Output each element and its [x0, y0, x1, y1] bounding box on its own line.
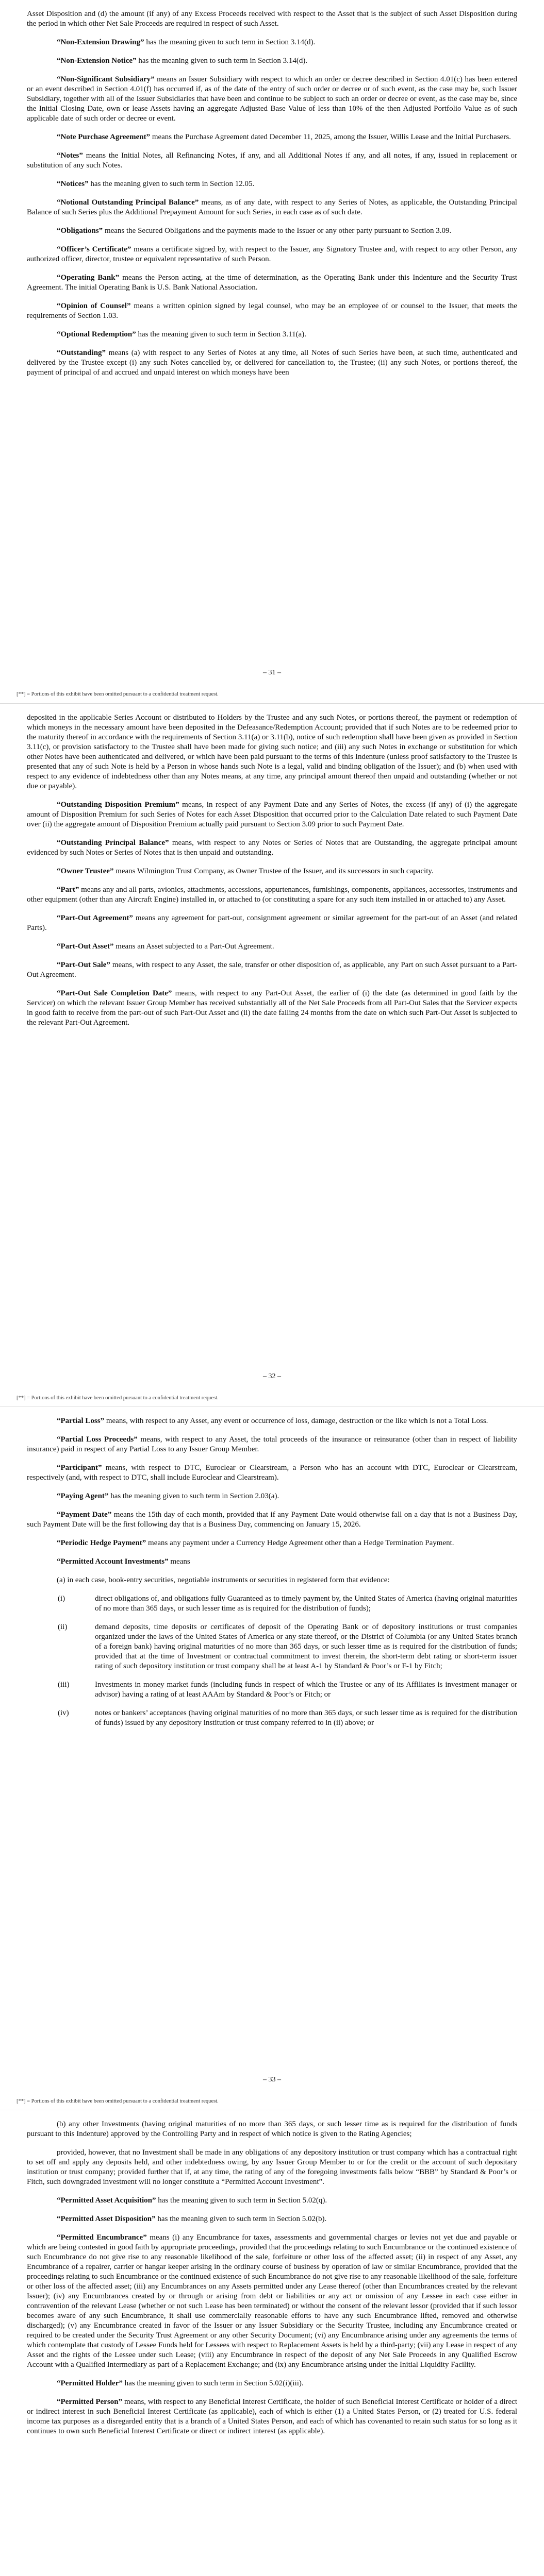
definition: “Payment Date” means the 15th day of each month, provided that if any Payment Date would otherwise fall on a day that is not a Business Day, such Payment Date will be the first following day that is a Business Day, commencing on January 15, 2026. — [27, 1511, 518, 1529]
page-number: – 31 – — [263, 669, 281, 676]
page-body — [27, 1416, 517, 1737]
definition: “Partial Loss” means, with respect to any Asset, any event or occurrence of loss, damage, destruction or the like which is not a Total Loss. — [57, 1417, 488, 1425]
definition: “Permitted Asset Disposition” has the meaning given to such term in Section 5.02(b). — [57, 2215, 327, 2223]
document-page — [0, 0, 544, 703]
definition: “Outstanding” means (a) with respect to any Series of Notes at any time, all Notes of such Series have been, at such time, authenticated and delivered by the Trustee except (i) any such Notes cancelled by, or delivered for cancellation to, the Trustee; (ii) any such Notes, or portions thereof, the payment of principal of and accrued and unpaid interest on which moneys have been — [27, 349, 517, 377]
paragraph: Asset Disposition and (d) the amount (if any) of any Excess Proceeds received with respect to the Asset that is the subject of such Asset Disposition during the period in which other Net Sale Proceeds are required in respect of such Asset. — [27, 10, 517, 28]
item-label: (iii) — [58, 1681, 70, 1689]
item-text: demand deposits, time deposits or certificates of deposit of the Operating Bank or of depository institutions or trust companies organized under the laws of the United States of America or any state thereof, or the District of Columbia (or any United States branch of a foreign bank) having original maturities of no more than 365 days, or such lesser time as is required for the distribution of funds; provided that at the time of Investment or contractual commitment to invest therein, the short-term debt rating or short-term issuer rating of such depository institution or trust company shall be at least A-1 by Standard & Poor’s or F-1 by Fitch; — [95, 1623, 517, 1670]
definition: “Outstanding Principal Balance” means, with respect to any Notes or Series of Notes that are Outstanding, the aggregate principal amount evidenced by such Notes or Series of Notes that is then unpaid and outstanding. — [27, 839, 518, 857]
definition: “Part-Out Sale Completion Date” means, with respect to any Part-Out Asset, the earlier of (i) the date (as determined in good faith by the Servicer) on which the relevant Issuer Group Member has received substantially all of the Net Sale Proceeds from all Part-Out Sales that the Servicer expects in good faith to receive from the part-out of such Part-Out Asset and (ii) the date falling 24 months from the date on which such Part-Out Asset is subjected to the relevant Part-Out Agreement. — [27, 989, 517, 1027]
definition: “Part-Out Asset” means an Asset subjected to a Part-Out Agreement. — [57, 942, 274, 951]
definition: “Notes” means the Initial Notes, all Refinancing Notes, if any, and all Additional Notes if any, and all notes, if any, issued in replacement or substitution of any such Notes. — [27, 151, 517, 170]
definition: “Permitted Asset Acquisition” has the meaning given to such term in Section 5.02(q). — [57, 2196, 327, 2205]
document-page — [0, 703, 544, 1407]
paragraph: deposited in the applicable Series Account or distributed to Holders by the Trustee and any such Notes, or portions thereof, the payment or redemption of which moneys in the necessary amount have been deposited in the Defeasance/Redemption Account; provided that if such Notes are to be redeemed prior to the maturity thereof in accordance with the requirements of Section 3.11(a) or 3.11(b), notice of such redemption shall have been given as provided in Section 3.11(c), or provision satisfactory to the Trustee shall have been made for giving such notice; and (iii) any such Notes in exchange or substitution for which other Notes have been authenticated and delivered, or which have been paid pursuant to the terms of this Indenture (unless proof satisfactory to the Trustee is presented that any of such Note is held by a Person in whose hands such Note is a legal, valid and binding obligation of the Issuer); and (b) when used with respect to any evidence of indebtedness other than any Notes means, at any time, any principal amount thereof then unpaid and outstanding (whether or not due or payable). — [27, 714, 517, 790]
definition: “Owner Trustee” means Wilmington Trust Company, as Owner Trustee of the Issuer, and its successors in such capacity. — [57, 867, 434, 875]
definition: “Permitted Encumbrance” means (i) any Encumbrance for taxes, assessments and governmental charges or levies not yet due and payable or which are being contested in good faith by appropriate proceedings, provided that the proceedings relating to such Encumbrance or the continued existence of such Encumbrance do not give rise to any reasonable likelihood of the sale, forfeiture or other loss of the affected asset; (ii) in respect of any Asset, any Encumbrance of a repairer, carrier or hangar keeper arising in the ordinary course of business by operation of law or similar Encumbrance, provided that the proceedings relating to such Encumbrance or the continued existence of such Encumbrance do not give rise to any reasonable likelihood of the sale, forfeiture or other loss of the affected asset; (iii) any Encumbrances on any Assets permitted under any Lease thereof (other than Encumbrances created by the relevant Issuer); (iv) any Encumbrances created by or through or arising from debt or liabilities or any act or omission of any Lessee in each case either in contravention of the relevant Lease (whether or not such Lease has been terminated) or without the consent of the relevant lessor (provided that if such lessor becomes aware of any such Encumbrance, it shall use commercially reasonable efforts to have any such Encumbrance lifted, removed and otherwise discharged); (v) any Encumbrance created in favor of the Issuer or any Issuer Subsidiary or the Security Trustee, including any Encumbrance created or required to be created under the Security Trust Agreement or any other Security Document; (vi) any Encumbrance arising under any agreements the terms of which contemplate that custody of Lessee Funds held for Lessees with respect to Replacement Assets is held by a third-party; (vii) any Lease in respect of any Asset and the rights of the Lessee under such Lease; (viii) any Encumbrance in respect of the deposit of any Net Sale Proceeds in any Qualified Escrow Account with a Qualified Intermediary as part of a Replacement Exchange; and (ix) any Encumbrance arising under the Initial Liquidity Facility. — [27, 2233, 517, 2369]
page-footer — [0, 669, 544, 697]
confidential-notice: [**] = Portions of this exhibit have been omitted pursuant to a confidential treatment request. — [17, 2098, 219, 2104]
list-item — [58, 1708, 517, 1728]
definition: “Obligations” means the Secured Obligations and the payments made to the Issuer or any other party pursuant to Section 3.09. — [57, 227, 452, 235]
item-label: (iv) — [58, 1709, 69, 1717]
list-item — [58, 1594, 517, 1614]
definition: “Paying Agent” has the meaning given to such term in Section 2.03(a). — [57, 1492, 279, 1500]
list-item — [58, 1680, 517, 1700]
page-footer — [0, 2076, 544, 2104]
confidential-notice: [**] = Portions of this exhibit have been omitted pursuant to a confidential treatment request. — [17, 691, 219, 697]
definition: “Notices” has the meaning given to such term in Section 12.05. — [57, 180, 255, 188]
page-body — [27, 2120, 517, 2445]
definition: “Non-Significant Subsidiary” means an Issuer Subsidiary with respect to which an order or decree described in Section 4.01(c) has been entered or an event described in Section 4.01(f) has occurred if, as of the date of the entry of such order or decree or of such event, as the case may be, such Issuer Subsidiary, together with all of the Issuer Subsidiaries that have been and continue to be subject to such an order or decree or event, as the case may be, since the Initial Closing Date, own or lease Assets having an aggregate Adjusted Base Value of less than 10% of the then Adjusted Portfolio Value as of such applicable date of such order or decree or event. — [27, 75, 518, 123]
definition: “Non-Extension Notice” has the meaning given to such term in Section 3.14(d). — [57, 57, 308, 65]
list-item — [58, 1622, 517, 1671]
document-page — [0, 1406, 544, 2110]
definition: “Permitted Person” means, with respect to any Beneficial Interest Certificate, the holder of such Beneficial Interest Certificate or holder of a direct or indirect interest in such Beneficial Interest Certificate (as applicable), each of which is either (1) a United States Person, or (2) treated for U.S. federal income tax purposes as a disregarded entity that is a branch of a United States Person, and each of which has covenanted to retain such status for so long as it continues to own such Beneficial Interest Certificate or direct or indirect interest (as applicable). — [27, 2398, 517, 2435]
definition: “Note Purchase Agreement” means the Purchase Agreement dated December 11, 2025, among the Issuer, Willis Lease and the Initial Purchasers. — [57, 133, 511, 141]
page-body — [27, 713, 517, 1037]
definition: “Non-Extension Drawing” has the meaning given to such term in Section 3.14(d). — [57, 38, 316, 46]
page-number: – 33 – — [263, 2076, 281, 2083]
item-text: notes or bankers’ acceptances (having original maturities of no more than 365 days, or such lesser time as is required for the distribution of funds) issued by any depository institution or trust company referred to in (ii) above; or — [95, 1709, 517, 1727]
definition: “Optional Redemption” has the meaning given to such term in Section 3.11(a). — [57, 330, 306, 338]
definition: “Part-Out Agreement” means any agreement for part-out, consignment agreement or similar agreement for the part-out of an Asset (and related Parts). — [27, 914, 517, 932]
definition: “Part” means any and all parts, avionics, attachments, accessions, appurtenances, furnishings, components, appliances, accessories, instruments and other equipment (other than any Aircraft Engine) installed in, or attached to (or constituting a spare for any such item installed in or attached to) any Asset. — [27, 886, 517, 904]
page-number: – 32 – — [263, 1372, 281, 1380]
item-text: Investments in money market funds (including funds in respect of which the Trustee or any of its Affiliates is investment manager or advisor) having a rating of at least AAAm by Standard & Poor’s or Fitch; or — [95, 1681, 517, 1699]
definition: “Operating Bank” means the Person acting, at the time of determination, as the Operating Bank under this Indenture and the Security Trust Agreement. The initial Operating Bank is U.S. Bank National Association. — [27, 274, 517, 292]
page-footer — [0, 1372, 544, 1401]
definition: “Part-Out Sale” means, with respect to any Asset, the sale, transfer or other disposition of, as applicable, any Part on such Asset pursuant to a Part-Out Agreement. — [27, 961, 517, 979]
definition: “Participant” means, with respect to DTC, Euroclear or Clearstream, a Person who has an account with DTC, Euroclear or Clearstream, respectively (and, with respect to DTC, shall include Euroclear and Clearstream). — [27, 1464, 517, 1482]
definition: “Permitted Account Investments” means — [57, 1557, 190, 1566]
document-page — [0, 2110, 544, 2576]
confidential-notice: [**] = Portions of this exhibit have been omitted pursuant to a confidential treatment request. — [17, 1395, 219, 1401]
item-label: (ii) — [58, 1623, 68, 1631]
clause-intro: (a) in each case, book-entry securities, negotiable instruments or securities in registered form that evidence: — [57, 1576, 390, 1584]
definition: “Partial Loss Proceeds” means, with respect to any Asset, the total proceeds of the insurance or reinsurance (other than in respect of liability insurance) paid in respect of any Partial Loss to any Issuer Group Member. — [27, 1435, 517, 1453]
clause: (b) any other Investments (having original maturities of no more than 365 days, or such lesser time as is required for the distribution of funds pursuant to this Indenture) approved by the Controlling Party and in respect of which notice is given to the Rating Agencies; — [27, 2120, 517, 2138]
item-label: (i) — [58, 1595, 65, 1603]
definition: “Opinion of Counsel” means a written opinion signed by legal counsel, who may be an employee of or counsel to the Issuer, that meets the requirements of Section 1.03. — [27, 302, 517, 320]
proviso: provided, however, that no Investment shall be made in any obligations of any depository institution or trust company which has a contractual right to set off and apply any deposits held, and other indebtedness owing, by any Issuer Group Member to or for the credit or the account of such depositary institution or trust company; provided further that if, at any time, the rating of any of the foregoing investments falls below “BBB” by Standard & Poor’s or Fitch, such downgraded investment will no longer constitute a “Permitted Account Investment”. — [27, 2148, 517, 2186]
page-body — [27, 9, 517, 386]
definition: “Permitted Holder” has the meaning given to such term in Section 5.02(i)(iii). — [57, 2379, 304, 2387]
item-text: direct obligations of, and obligations fully Guaranteed as to timely payment by, the United States of America (having original maturities of no more than 365 days, or such lesser time as is required for the distribution of funds); — [95, 1595, 517, 1613]
definition: “Outstanding Disposition Premium” means, in respect of any Payment Date and any Series of Notes, the excess (if any) of (i) the aggregate amount of Disposition Premium for such Series of Notes for each Asset Disposition that occurred prior to the Calculation Date related to such Payment Date over (ii) the aggregate amount of Disposition Premium actually paid pursuant to Section 3.09 prior to such Payment Date. — [27, 801, 517, 828]
definition: “Officer’s Certificate” means a certificate signed by, with respect to the Issuer, any Signatory Trustee and, with respect to any other Person, any authorized officer, director, trustee or equivalent representative of such Person. — [27, 245, 517, 263]
definition: “Periodic Hedge Payment” means any payment under a Currency Hedge Agreement other than a Hedge Termination Payment. — [57, 1539, 454, 1547]
definition: “Notional Outstanding Principal Balance” means, as of any date, with respect to any Series of Notes, as applicable, the Outstanding Principal Balance of such Series plus the Additional Prepayment Amount for such Series, in each case as of such date. — [27, 198, 517, 216]
